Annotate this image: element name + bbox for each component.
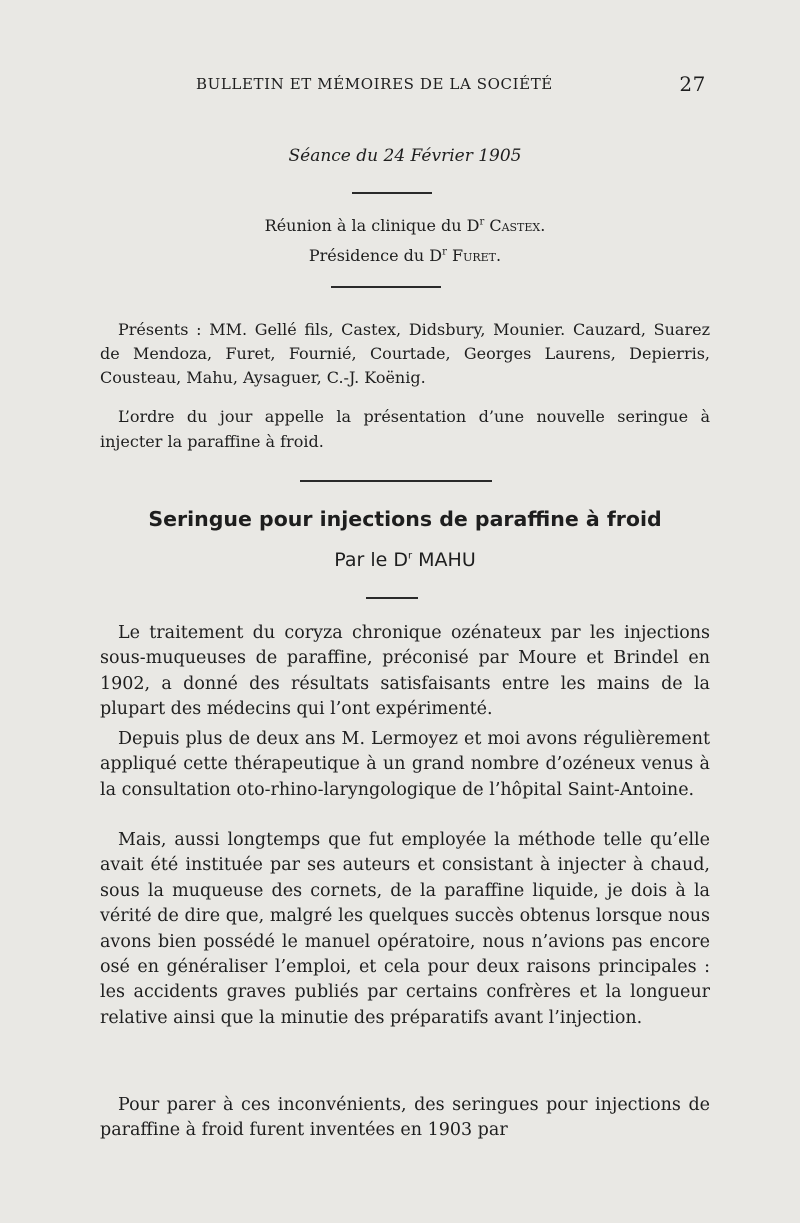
attendees-paragraph: Présents : MM. Gellé fils, Castex, Didsbury, Mounier. Cauzard, Suarez de Mendoza, Furet, Fournié, Courtade, Georges Laurens, Depierris, Cousteau, Mahu, Aysaguer, C.-J. Koënig. bbox=[100, 320, 710, 387]
president-name: Furet bbox=[451, 246, 496, 265]
doctor-abbrev-sup: r bbox=[407, 550, 413, 562]
doctor-abbrev-sup: r bbox=[442, 246, 447, 258]
presidency-text: Présidence du D bbox=[308, 246, 443, 265]
presidency bbox=[100, 246, 710, 265]
meeting-location-end: . bbox=[540, 216, 546, 235]
body-paragraph: Mais, aussi longtemps que fut employée la méthode telle qu’elle avait été instituée par ses auteurs et consistant à injecter à chaud, sous la muqueuse des cornets, de la paraffine liquide, je dois à la vérité de dire que, malgré les quelques succès obtenus lorsque nous avons bien possédé le manuel opératoire, nous n’avions pas encore osé en généraliser l’emploi, et cela pour deux raisons principales : les accidents graves publiés par certains confrères et la longueur relative ainsi que la minutie des préparatifs avant l’injection. bbox=[100, 830, 710, 1028]
meeting-location-text: Réunion à la clinique du D bbox=[264, 216, 480, 235]
author-name: MAHU bbox=[418, 549, 476, 571]
body-paragraph: Le traitement du coryza chronique ozénateux par les injections sous-muqueuses de paraffine, préconisé par Moure et Brindel en 1902, a donné des résultats satisfaisants entre les mains de la plupart des médecins qui l’ont expérimenté. bbox=[100, 623, 710, 720]
body-paragraph: Depuis plus de deux ans M. Lermoyez et moi avons régulièrement appliqué cette thérapeutique à un grand nombre d’ozéneux venus à la consultation oto-rhino-laryngologique de l’hôpital Saint-Antoine. bbox=[100, 729, 710, 800]
doctor-abbrev-sup: r bbox=[479, 216, 485, 228]
agenda-paragraph: L’ordre du jour appelle la présentation d’une nouvelle seringue à injecter la paraffine à froid. bbox=[100, 407, 710, 451]
separator-rule bbox=[352, 192, 432, 194]
separator-rule bbox=[366, 597, 418, 599]
page-number: 27 bbox=[679, 72, 706, 96]
separator-rule bbox=[300, 480, 492, 482]
byline-prefix: Par le D bbox=[334, 549, 408, 571]
journal-title: BULLETIN ET MÉMOIRES DE LA SOCIÉTÉ bbox=[196, 75, 553, 93]
separator-rule bbox=[331, 286, 441, 288]
presidency-end: . bbox=[496, 246, 502, 265]
host-name: Castex bbox=[489, 216, 541, 235]
running-header bbox=[196, 72, 706, 98]
session-date: Séance du 24 Février 1905 bbox=[288, 146, 522, 166]
article-byline bbox=[100, 549, 710, 571]
meeting-location bbox=[100, 216, 710, 235]
body-paragraph: Pour parer à ces inconvénients, des seringues pour injections de paraffine à froid furent inventées en 1903 par bbox=[100, 1095, 710, 1141]
article-title: Seringue pour injections de paraffine à froid bbox=[148, 507, 662, 531]
